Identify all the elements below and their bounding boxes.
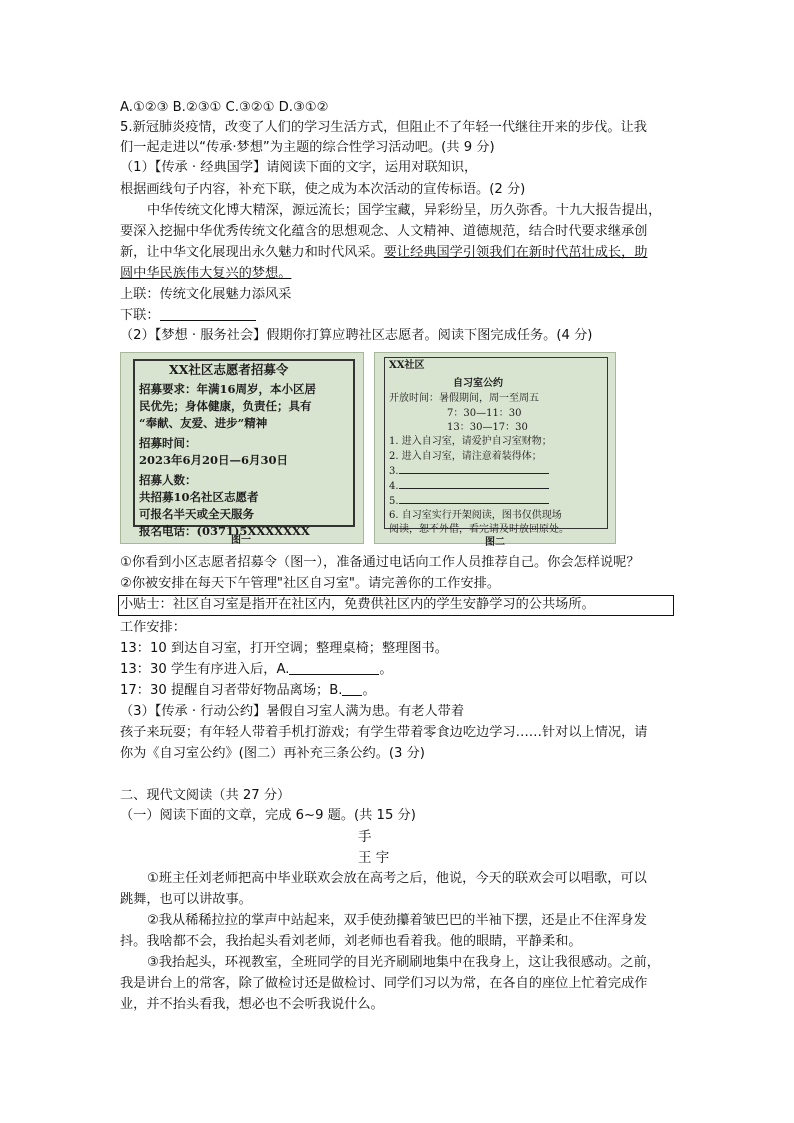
article-para-3-line-2: 我是讲台上的常客，除了做检讨还是做检讨、同学们习以为常，在各自的座位上忙着完成作 — [120, 976, 648, 991]
underlined-sentence: 要让经典国学引领我们在新时代茁壮成长，助 — [383, 245, 648, 260]
blank-b[interactable] — [342, 681, 362, 696]
notice-count-label: 招募人数： — [139, 473, 197, 487]
schedule-1330-end: 。 — [379, 662, 393, 677]
passage-line-4-underlined: 圆中华民族伟大复兴的梦想。 — [120, 266, 292, 281]
notice-requirement-1: 招募要求：年满16周岁，本小区居 — [139, 382, 317, 396]
article-para-1-line-2: 跳舞，也可以讲故事。 — [120, 892, 252, 907]
rule-3-blank[interactable] — [389, 464, 549, 479]
article-para-1-line-1: ①班主任刘老师把高中毕业联欢会放在高考之后，他说，今天的联欢会可以唱歌，可以 — [147, 871, 647, 886]
work-schedule-title: 工作安排： — [120, 620, 186, 635]
rules-open-hours: 开放时间：暑假期间，周一至周五 — [389, 393, 539, 404]
article-para-3-line-1: ③我抬起头，环视教室，全班同学的目光齐刷刷地集中在我身上，这让我很感动。之前， — [147, 955, 660, 970]
notice-service-option: 可报名半天或全天服务 — [139, 507, 254, 521]
schedule-1310: 13：10 到达自习室，打开空调；整理桌椅；整理图书。 — [120, 641, 448, 656]
answer-options: A.①②③ B.②③① C.③②① D.③①② — [120, 100, 329, 115]
notice-time-label: 招募时间： — [139, 436, 197, 450]
rule-5-line — [399, 494, 549, 504]
task-1: ①你看到小区志愿者招募令（图一），准备通过电话向工作人员推荐自己。你会怎样说呢？ — [120, 555, 640, 570]
rules-title: 自习室公约 — [453, 378, 503, 389]
figure-1-recruitment-notice — [120, 352, 364, 544]
part-3-line-2: 孩子来玩耍；有年轻人带着手机打游戏；有学生带着零食边吃边学习……针对以上情况，请 — [120, 725, 648, 740]
passage-line-3 — [120, 243, 648, 263]
part-1-line-1: （1）【传承 · 经典国学】请阅读下面的文字，运用对联知识， — [120, 160, 478, 175]
rule-5-blank[interactable] — [389, 494, 549, 509]
notice-time-value: 2023年6月20日—6月30日 — [139, 453, 289, 467]
notice-requirement-3: “奉献、友爱、进步”精神 — [139, 416, 268, 430]
rules-morning-hours: 7：30—11：30 — [447, 408, 522, 419]
figure-2-caption: 图二 — [485, 537, 505, 548]
lower-couplet-label: 下联： — [120, 308, 160, 323]
subsection-1-heading: （一）阅读下面的文章，完成 6~9 题。(共 15 分) — [120, 808, 416, 823]
schedule-1730 — [120, 681, 376, 701]
part-1-line-2: 根据画线句子内容，补充下联，使之成为本次活动的宣传标语。(2 分) — [120, 182, 526, 197]
question-5-line-2: 们一起走进以“传承·梦想”为主题的综合性学习活动吧。(共 9 分) — [120, 140, 495, 155]
passage-line-1: 中华传统文化博大精深，源远流长；国学宝藏，异彩纷呈，历久弥香。十九大报告提出， — [147, 203, 662, 218]
upper-couplet: 上联：传统文化展魅力添风采 — [120, 287, 292, 302]
rule-4-blank[interactable] — [389, 479, 549, 494]
notice-title: XX社区志愿者招募令 — [169, 362, 289, 377]
rules-afternoon-hours: 13：30—17：30 — [447, 422, 528, 433]
schedule-1330 — [120, 660, 393, 680]
article-title: 手 — [358, 829, 372, 845]
task-2: ②你被安排在每天下午管理"社区自习室"。请完善你的工作安排。 — [120, 576, 501, 591]
section-2-heading: 二、现代文阅读（共 27 分） — [120, 788, 291, 803]
blank-a[interactable] — [289, 660, 379, 675]
notice-requirement-2: 民优先；身体健康，负责任；具有 — [139, 399, 312, 413]
figure-1-caption: 图一 — [231, 535, 251, 546]
lower-couplet-row — [120, 306, 256, 326]
rule-6-line-1: 6. 自习室实行开架阅读，图书仅供现场 — [389, 510, 562, 521]
rule-4-number: 4. — [389, 481, 399, 492]
schedule-1730-text: 17：30 提醒自习者带好物品离场；B. — [120, 683, 343, 698]
notice-phone: 报名电话：(0371)5XXXXXXX — [139, 524, 310, 538]
part-2-heading: （2）【梦想 · 服务社会】假期你打算应聘社区志愿者。阅读下图完成任务。(4 分) — [120, 328, 593, 343]
article-para-2-line-1: ②我从稀稀拉拉的掌声中站起来，双手使劲攥着皱巴巴的半袖下摆，还是止不住浑身发 — [147, 913, 647, 928]
schedule-1730-end: 。 — [362, 683, 376, 698]
rule-3-number: 3. — [389, 466, 399, 477]
rule-4-line — [399, 479, 549, 489]
schedule-1330-text: 13：30 学生有序进入后，A. — [120, 662, 290, 677]
tip-text: 小贴士：社区自习室是指开在社区内，免费供社区内的学生安静学习的公共场所。 — [120, 597, 595, 612]
rule-3-line — [399, 464, 549, 474]
article-para-2-line-2: 抖。我啥都不会，我抬起头看刘老师，刘老师也看着我。他的眼睛，平静柔和。 — [120, 934, 582, 949]
part-3-line-3: 你为《自习室公约》(图二）再补充三条公约。(3 分) — [120, 746, 425, 761]
rule-2: 2. 进入自习室，请注意着装得体； — [389, 451, 542, 462]
figure-2-study-room-rules — [374, 352, 616, 548]
rule-6-line-2: 阅读，恕不外借，看完请及时放回原处。 — [389, 524, 569, 535]
rules-community-name: XX社区 — [389, 360, 425, 371]
question-5-line-1: 5.新冠肺炎疫情，改变了人们的学习生活方式，但阻止不了年轻一代继往开来的步伐。让我 — [120, 120, 647, 135]
passage-line-2: 要深入挖掘中华优秀传统文化蕴含的思想观念、人文精神、道德规范，结合时代要求继承创 — [120, 224, 648, 239]
notice-count-value: 共招募10名社区志愿者 — [139, 490, 259, 504]
rule-5-number: 5. — [389, 496, 399, 507]
part-3-line-1: （3）【传承 · 行动公约】暑假自习室人满为患。有老人带着 — [120, 704, 465, 719]
article-author: 王 宇 — [358, 850, 390, 866]
rule-1: 1. 进入自习室，请爱护自习室财物； — [389, 436, 552, 447]
article-para-3-line-3: 业，并不抬头看我，想必也不会听我说什么。 — [120, 997, 384, 1012]
passage-text: 新，让中华文化展现出永久魅力和时代风采。 — [120, 245, 384, 260]
lower-couplet-blank[interactable] — [160, 306, 256, 321]
